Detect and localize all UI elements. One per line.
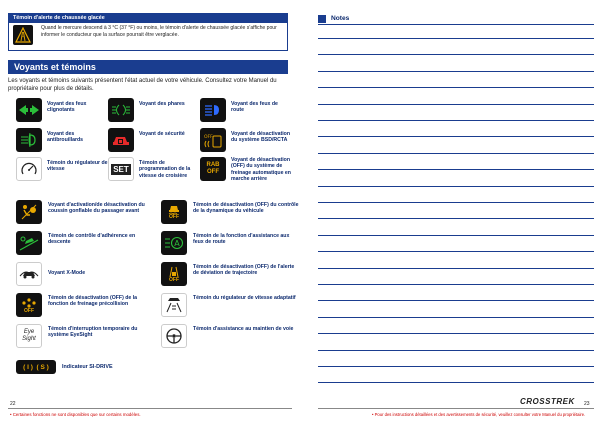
note-line [318,268,594,269]
lane-departure-off-icon: OFF [161,262,187,286]
icy-road-icon [13,25,33,45]
note-line [318,54,594,55]
icy-road-warning-box [8,13,288,51]
note-line [318,87,594,88]
left-footnote: • Certaines fonctions ne sont disponibles que sur certains modèles. [10,412,141,417]
indicator-label: Témoin de désactivation (OFF) de l'alerte de déviation de trajectoire [193,264,295,277]
indicator-label: Indicateur SI-DRIVE [62,364,113,370]
indicator-label: Voyant d'activation/de désactivation du coussin gonflable du passager avant [48,202,145,215]
passenger-airbag-icon [16,200,42,224]
svg-text:OFF: OFF [204,134,213,140]
indicator-item [16,200,161,231]
note-line [318,202,594,203]
indicator-grid-3col [16,98,292,194]
indicator-label: Voyant des phares [139,101,185,107]
indicator-item [200,128,292,157]
indicator-label: Témoin de contrôle d'adhérence en descente [48,233,136,246]
indicator-item [16,128,108,157]
indicator-item [200,157,292,193]
svg-text:A: A [174,239,180,248]
indicator-item [16,262,161,293]
note-line [318,38,594,39]
right-page-number: 23 [584,401,590,407]
note-line [318,153,594,154]
notes-square-icon [318,15,326,23]
x-mode-icon [16,262,42,286]
high-beam-assist-icon [161,231,187,255]
section-intro: Les voyants et témoins suivants présentent l'état actuel de votre véhicule. Consultez votre Manuel du propriétaire pour plus de détails. [8,78,277,92]
indicator-item [108,157,200,193]
note-line [318,218,594,219]
indicator-label: Témoin du régulateur de vitesse [47,160,108,173]
indicator-item [161,324,306,355]
vdc-off-icon: OFF [161,200,187,224]
indicator-label: Témoin du régulateur de vitesse adaptatif [193,295,296,301]
headlight-icon [108,98,134,122]
note-line [318,104,594,105]
adaptive-cruise-icon [161,293,187,317]
notes-title: Notes [331,15,350,22]
indicator-label: Voyant X-Mode [48,270,86,276]
indicator-item [16,231,161,262]
note-line [318,333,594,334]
lane-keep-icon [161,324,187,348]
indicator-item [108,128,200,157]
indicator-label: Témoin d'interruption temporaire du système EyeSight [48,326,138,339]
note-line [318,284,594,285]
indicator-item [16,157,108,193]
note-line [318,136,594,137]
warning-box-title: Témoin d'alerte de chaussée glacée [9,14,287,23]
indicator-grid-2col [16,200,306,355]
indicator-item [200,98,292,127]
indicator-label: Témoin de désactivation (OFF) de la fonction de freinage précollision [48,295,138,308]
hill-descent-icon [16,231,42,255]
note-line [318,300,594,301]
indicator-item [16,293,161,324]
pre-collision-off-icon: OFF [16,293,42,317]
eyesight-icon: Eye Sight [16,324,42,348]
note-line [318,235,594,236]
indicator-label: Témoin d'assistance au maintien de voie [193,326,294,332]
indicator-label: Témoin de programmation de la vitesse de croisière [139,160,191,179]
rab-off-icon: RAB OFF [200,157,226,181]
bsd-rcta-off-icon [200,128,226,152]
cruise-control-icon [16,157,42,181]
indicator-label: Voyant de désactivation du système BSD/RCTA [231,130,290,143]
turn-signal-icon [16,98,42,122]
warning-box-text: Quand le mercure descend à 3 °C (37 °F) ou moins, le témoin d'alerte de chaussée glacée s'affiche pour informer le conducteur que la surface pourrait être verglacée. [41,25,277,38]
indicator-label: Témoin de la fonction d'assistance aux feux de route [193,233,290,246]
fog-light-icon [16,128,42,152]
notes-header [318,13,594,25]
indicator-label: Voyant de sécurité [139,130,185,137]
indicator-item [16,324,161,355]
note-line [318,169,594,170]
si-drive-icon: ( I ) ( S ) [16,360,56,374]
note-line [318,350,594,351]
indicator-item [161,231,306,262]
indicator-label: Voyant des feux clignotants [47,101,87,114]
right-footer-rule [318,408,594,409]
indicator-label: Voyant des feux de route [231,101,278,114]
note-line [318,186,594,187]
left-page-number: 22 [10,401,16,407]
indicator-label: Voyant des antibrouillards [47,130,84,143]
set-icon: SET [108,157,134,181]
svg-text:*: * [22,35,24,40]
left-footer-rule [8,408,292,409]
note-line [318,251,594,252]
right-footnote: • Pour des instructions détaillées et des avertissements de sécurité, veuillez consulter votre Manuel du propriétaire. [372,412,586,417]
indicator-label: Témoin de désactivation (OFF) du contrôle de la dynamique du véhicule [193,202,299,215]
note-line [318,382,594,383]
note-line [318,317,594,318]
note-line [318,366,594,367]
indicator-item [16,98,108,127]
indicator-label: Voyant de désactivation (OFF) du système de freinage automatique en marche arrière [231,157,291,183]
indicator-item [161,200,306,231]
indicator-item [108,98,200,127]
brand-logo: CROSSTREK [520,397,575,406]
si-drive-item [16,360,113,374]
note-line [318,120,594,121]
high-beam-icon [200,98,226,122]
indicator-item [161,293,306,324]
indicator-item [161,262,306,293]
note-line [318,71,594,72]
section-title: Voyants et témoins [8,60,288,74]
security-icon [108,128,134,152]
